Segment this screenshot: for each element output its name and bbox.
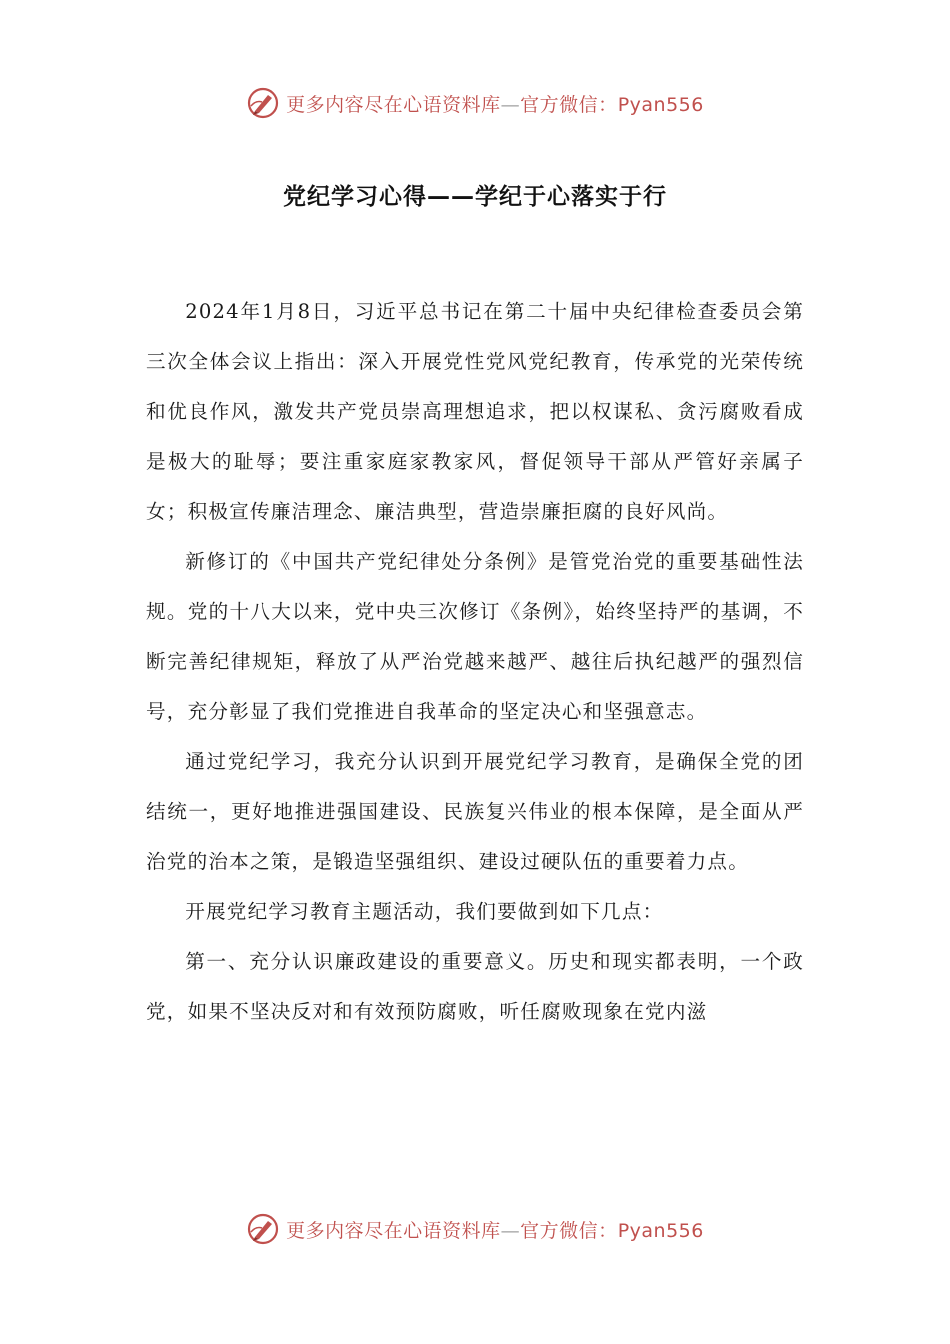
watermark-dash: — <box>500 93 521 116</box>
header-watermark <box>0 83 950 123</box>
watermark-text <box>286 90 704 117</box>
pen-logo-icon <box>246 86 280 120</box>
watermark-main: 更多内容尽在心语资料库 <box>286 93 501 116</box>
watermark-label: 官方微信： <box>520 93 618 116</box>
watermark-text <box>286 1216 704 1243</box>
document-body <box>146 287 804 1037</box>
paragraph-3: 通过党纪学习，我充分认识到开展党纪学习教育，是确保全党的团结统一，更好地推进强国建设、民族复兴伟业的根本保障，是全面从严治党的治本之策，是锻造坚强组织、建设过硬队伍的重要着力点。 <box>146 750 804 873</box>
watermark-label: 官方微信： <box>520 1219 618 1242</box>
paragraph-1: 2024年1月8日，习近平总书记在第二十届中央纪律检查委员会第三次全体会议上指出：深入开展党性党风党纪教育，传承党的光荣传统和优良作风，激发共产党员崇高理想追求，把以权谋私、贪污腐败看成是极大的耻辱；要注重家庭家教家风，督促领导干部从严管好亲属子女；积极宣传廉洁理念、廉洁典型，营造崇廉拒腐的良好风尚。 <box>146 300 804 523</box>
paragraph-2: 新修订的《中国共产党纪律处分条例》是管党治党的重要基础性法规。党的十八大以来，党中央三次修订《条例》，始终坚持严的基调，不断完善纪律规矩，释放了从严治党越来越严、越往后执纪越严的强烈信号，充分彰显了我们党推进自我革命的坚定决心和坚强意志。 <box>146 550 804 723</box>
paragraph-4: 开展党纪学习教育主题活动，我们要做到如下几点： <box>185 900 664 923</box>
paragraph-5: 第一、充分认识廉政建设的重要意义。历史和现实都表明，一个政党，如果不坚决反对和有效预防腐败，听任腐败现象在党内滋 <box>146 950 804 1023</box>
watermark-dash: — <box>500 1219 521 1242</box>
pen-logo-icon <box>246 1212 280 1246</box>
footer-watermark <box>0 1209 950 1249</box>
watermark-wechat-id: Pyan556 <box>617 93 704 116</box>
watermark-wechat-id: Pyan556 <box>617 1219 704 1242</box>
watermark-main: 更多内容尽在心语资料库 <box>286 1219 501 1242</box>
document-title: 党纪学习心得——学纪于心落实于行 <box>283 184 667 210</box>
